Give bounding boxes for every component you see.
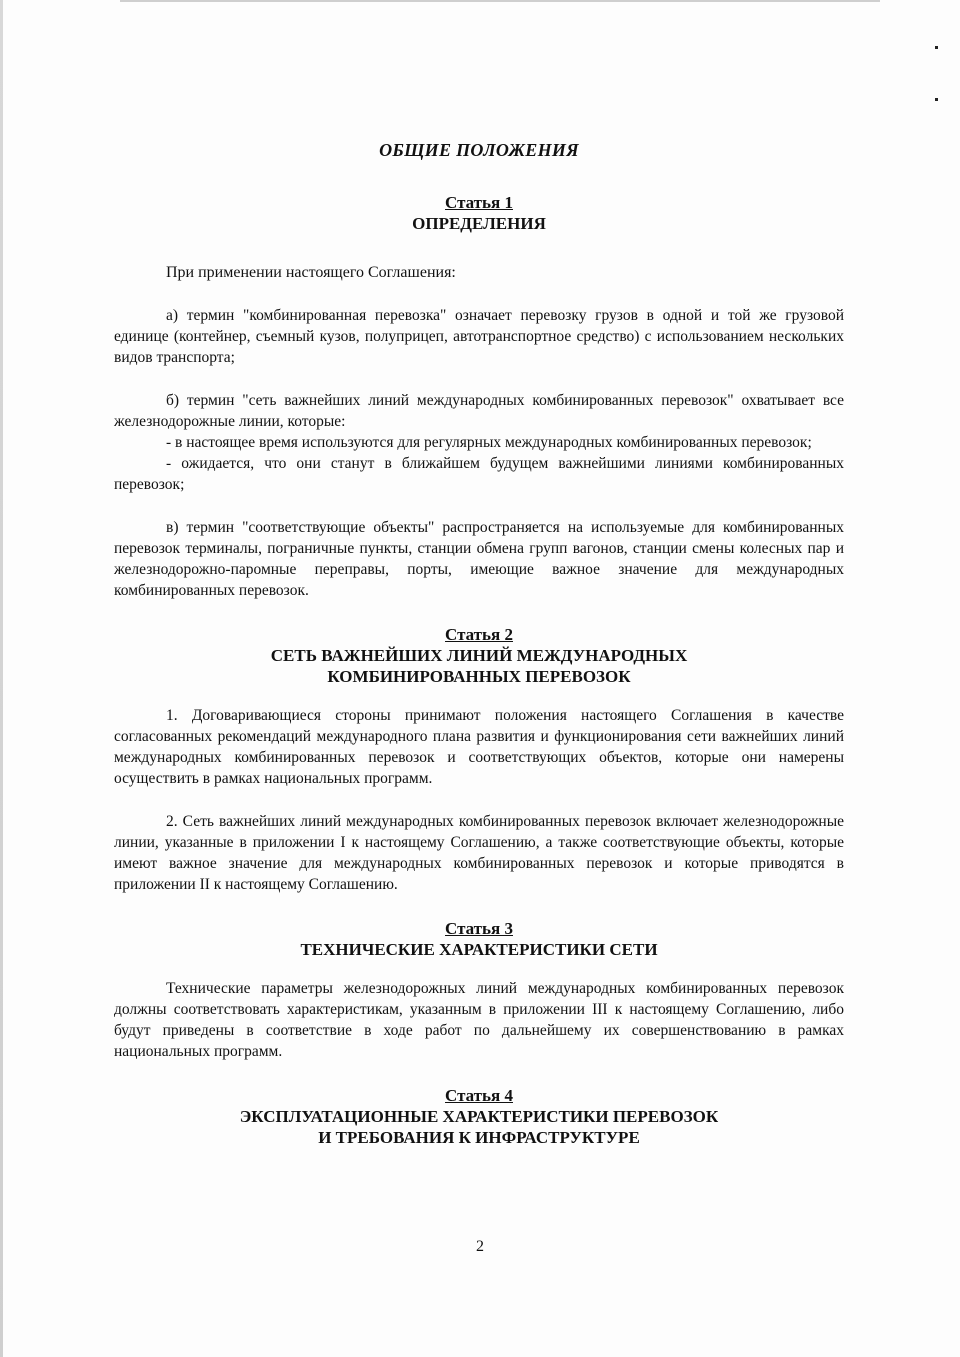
definition-b-item-1: - в настоящее время используются для регулярных международных комбинированных перевозок;: [166, 434, 812, 451]
paragraph-1: 1. Договаривающиеся стороны принимают положения настоящего Соглашения в качестве согласованных рекомендаций международного плана развития и функционирования сети важнейших линий международных комбинированных перевозок и соответствующих объектов, которые они намерены осуществить в рамках национальных программ.: [114, 707, 844, 787]
article-number: Статья 3: [445, 919, 513, 938]
article-2: [114, 625, 844, 895]
definition-c: в) термин "соответствующие объекты" распространяется на используемые для комбинированных перевозок терминалы, пограничные пункты, станции обмена групп вагонов, станции смены колесных пар и железнодорожно-паромные переправы, порты, имеющие важное значение для международных комбинированных перевозок.: [114, 519, 844, 599]
article-4: [114, 1086, 844, 1148]
article-title-line: КОМБИНИРОВАННЫХ ПЕРЕВОЗОК: [327, 667, 631, 686]
article-title: ТЕХНИЧЕСКИЕ ХАРАКТЕРИСТИКИ СЕТИ: [300, 940, 658, 959]
article-number: Статья 2: [445, 625, 513, 644]
article-3: [114, 919, 844, 1062]
article-title: ОПРЕДЕЛЕНИЯ: [412, 214, 546, 233]
article-number: Статья 4: [445, 1086, 513, 1105]
scan-speck: [935, 46, 938, 49]
scan-speck: [935, 98, 938, 101]
article-title-line: И ТРЕБОВАНИЯ К ИНФРАСТРУКТУРЕ: [318, 1128, 640, 1147]
definition-a: а) термин "комбинированная перевозка" означает перевозку грузов в одной и той же грузовой единице (контейнер, съемный кузов, полуприцеп, автотранспортное средство) с использованием нескольких видов транспорта;: [114, 307, 844, 366]
paragraph: Технические параметры железнодорожных линий международных комбинированных перевозок должны соответствовать характеристикам, указанным в приложении III к настоящему Соглашению, либо будут приведены в соответствие в ходе работ по дальнейшему их совершенствованию в рамках национальных программ.: [114, 980, 844, 1060]
definition-b-item-2: - ожидается, что они станут в ближайшем будущем важнейшими линиями комбинированных перевозок;: [114, 455, 844, 493]
section-title: ОБЩИЕ ПОЛОЖЕНИЯ: [379, 140, 579, 160]
scan-edge: [0, 0, 3, 1357]
article-1: [114, 193, 844, 601]
paragraph-2: 2. Сеть важнейших линий международных комбинированных перевозок включает железнодорожные линии, указанные в приложении I к настоящему Соглашению, а также соответствующие объекты, которые имеют важное значение для международных комбинированных перевозок и которые приводятся в приложении II к настоящему Соглашению.: [114, 813, 844, 893]
page-number: 2: [476, 1238, 484, 1255]
document-body: [114, 140, 844, 1148]
article-intro: При применении настоящего Соглашения:: [166, 264, 456, 281]
article-title-line: СЕТЬ ВАЖНЕЙШИХ ЛИНИЙ МЕЖДУНАРОДНЫХ: [270, 646, 688, 665]
definition-b: б) термин "сеть важнейших линий международных комбинированных перевозок" охватывает все железнодорожные линии, которые:: [114, 392, 844, 430]
scan-top-line: [120, 0, 880, 2]
article-title-line: ЭКСПЛУАТАЦИОННЫЕ ХАРАКТЕРИСТИКИ ПЕРЕВОЗОК: [239, 1107, 719, 1126]
article-number: Статья 1: [445, 193, 513, 212]
